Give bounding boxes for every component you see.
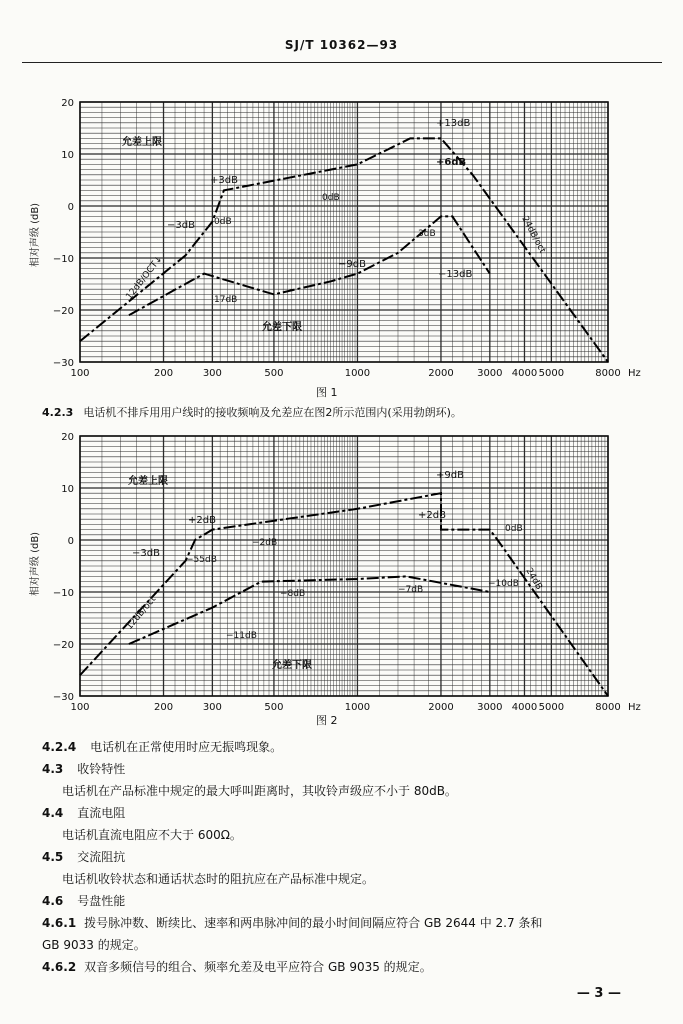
upper-limit-curve [80,493,608,696]
x-tick-label: 5000 [538,368,565,379]
figure-2-caption: 图 2 [316,714,338,727]
x-tick-label: 500 [264,368,284,379]
annotation-minus9: −9dB [338,259,366,270]
annotation-3db: 3dB [418,229,436,239]
y-tick-label: 10 [61,484,74,495]
annotation-minus8: −8dB [280,589,306,599]
section-4-2-3 [42,406,462,420]
grid-lines [80,436,608,696]
x-tick-label: 3000 [477,702,503,713]
x-tick-labels [70,702,640,713]
x-tick-label: 300 [202,702,222,713]
section-4-3-heading [42,762,125,776]
annotation-minus3: −3dB [167,220,195,231]
header-rule [22,62,662,63]
section-4-5-heading [42,850,125,864]
x-tick-label: 4000 [511,368,538,379]
x-tick-label: 8000 [595,702,621,713]
x-tick-label: 2000 [428,702,454,713]
figure-1-caption: 图 1 [316,386,338,399]
slope-label-left: 12dB/OCT↓ [124,254,165,302]
x-tick-label: 500 [264,702,284,713]
y-tick-label: 0 [67,202,74,213]
x-tick-label: 1000 [344,702,371,713]
tolerance-curves [80,493,608,696]
slope-label-right: 24dB [523,566,544,592]
annotation-minus2: −2dB [252,538,278,548]
document-header: SJ/T 10362—93 [284,38,399,52]
x-unit-label: Hz [628,702,641,713]
section-title: 交流阻抗 [77,850,126,864]
annotation-plus2-b: +2dB [418,510,446,521]
upper-limit-label: 允差上限 [122,137,162,148]
section-4-6-1 [42,916,542,930]
section-text: 电话机不排斥用用户线时的接收频响及允差应在图2所示范围内(采用勃朗环)。 [83,406,462,419]
section-number: 4.4 [42,806,64,820]
annotation-minus7: −7dB [398,585,424,595]
section-number: 4.3 [42,762,64,776]
x-tick-label: 3000 [477,368,503,379]
y-tick-label: −20 [52,640,74,651]
y-tick-label: −30 [52,692,74,703]
y-axis-label: 相对声级 (dB) [30,531,41,597]
annotation-plus9: +9dB [436,470,464,481]
lower-limit-curve [129,216,490,315]
y-tick-label: 20 [61,98,74,109]
y-tick-label: 10 [61,150,74,161]
section-4-6-heading [42,894,125,908]
section-text: 拨号脉冲数、断续比、速率和两串脉冲间的最小时间间隔应符合 GB 2644 中 2.7 条和 [84,916,543,930]
y-tick-label: −30 [52,358,74,369]
x-tick-label: 5000 [538,702,565,713]
tolerance-curves [80,138,608,362]
section-4-5-body: 电话机收铃状态和通话状态时的阻抗应在产品标准中规定。 [62,872,375,886]
x-tick-label: 8000 [595,368,621,379]
annotation-minus13: −13dB [438,269,473,280]
section-number: 4.2.4 [42,740,77,754]
annotation-17db: 17dB [214,295,238,305]
section-text: 双音多频信号的组合、频率允差及电平应符合 GB 9035 的规定。 [84,960,432,974]
annotation-0db-a: 0dB [322,193,340,203]
figure-2-chart [0,424,683,714]
x-tick-label: 300 [202,368,222,379]
x-tick-label: 2000 [428,368,454,379]
x-tick-label: 200 [153,368,174,379]
section-number: 4.6 [42,894,64,908]
lower-limit-label: 允差下限 [272,660,312,671]
y-tick-labels [53,98,74,369]
section-title: 收铃特性 [77,762,126,776]
upper-limit-label: 允差上限 [128,476,168,487]
annotation-plus6: +6dB [436,157,467,168]
slope-label-left: 12dB/oct [124,594,159,632]
page-number: — 3 — [576,986,621,1001]
section-title: 号盘性能 [77,894,126,908]
x-unit-label: Hz [628,368,641,379]
lower-limit-label: 允差下限 [262,322,302,333]
section-number: 4.2.3 [42,406,74,419]
section-4-4-body: 电话机直流电阻应不大于 600Ω。 [62,828,242,842]
x-tick-label: 1000 [344,368,371,379]
y-axis-label: 相对声级 (dB) [30,202,41,268]
annotation-minus10: −10dB [488,579,519,589]
section-4-6-1-continuation: GB 9033 的规定。 [42,938,146,952]
section-title: 直流电阻 [77,806,126,820]
section-4-6-2 [42,960,432,974]
figure-1-chart [0,90,683,380]
annotation-0db-b: 0dB [214,217,232,227]
annotation-plus3: +3dB [210,175,238,186]
section-number: 4.5 [42,850,64,864]
annotation-plus2-a: +2dB [188,515,216,526]
section-4-4-heading [42,806,125,820]
slope-label-right: 24dB/oct [519,214,548,256]
section-number: 4.6.1 [42,916,77,930]
section-4-2-4 [42,740,282,754]
section-number: 4.6.2 [42,960,77,974]
x-tick-label: 100 [70,702,90,713]
y-tick-label: −20 [52,306,74,317]
section-4-3-body: 电话机在产品标准中规定的最大呼叫距离时，其收铃声级应不小于 80dB。 [62,784,457,798]
y-tick-label: 0 [67,536,74,547]
upper-limit-curve [80,138,608,362]
y-tick-label: −10 [52,254,74,265]
annotation-minus3: −3dB [132,548,160,559]
annotation-plus13: +13dB [436,118,471,129]
x-tick-label: 200 [153,702,174,713]
x-tick-labels [70,368,640,379]
y-tick-labels [53,432,74,703]
y-tick-label: 20 [61,432,74,443]
x-tick-label: 4000 [511,702,538,713]
x-tick-label: 100 [70,368,90,379]
annotation-minus55: −55dB [186,555,217,565]
annotation-minus11: −11dB [226,631,257,641]
y-tick-label: −10 [52,588,74,599]
annotation-0db: 0dB [505,524,523,534]
section-text: 电话机在正常使用时应无振鸣现象。 [90,740,283,754]
